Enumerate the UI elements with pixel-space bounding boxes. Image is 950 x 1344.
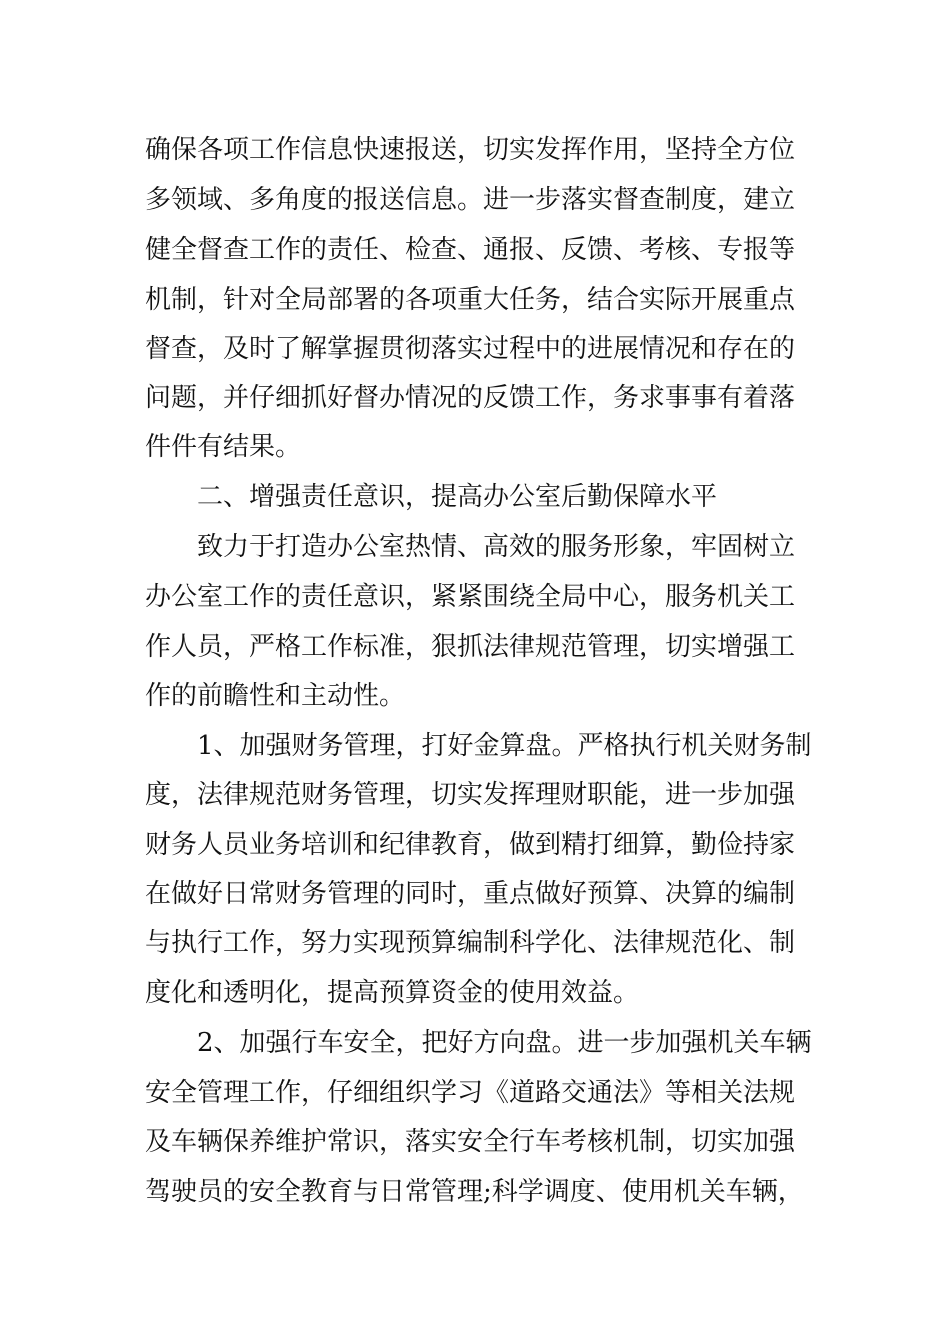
text-line: 安全管理工作，仔细组织学习《道路交通法》等相关法规 (145, 1078, 796, 1108)
text-line: 件件有结果。 (145, 432, 302, 462)
text-line: 驾驶员的安全教育与日常管理;科学调度、使用机关车辆， (145, 1177, 804, 1207)
text-line: 财务人员业务培训和纪律教育，做到精打细算，勤俭持家 (145, 830, 796, 860)
text-line: 确保各项工作信息快速报送，切实发挥作用，坚持全方位 (145, 135, 796, 165)
text-line: 及车辆保养维护常识，落实安全行车考核机制，切实加强 (145, 1127, 796, 1157)
text-line: 多领域、多角度的报送信息。进一步落实督查制度，建立 (145, 185, 796, 215)
text-line: 作的前瞻性和主动性。 (145, 681, 406, 711)
paragraph-start: 致力于打造办公室热情、高效的服务形象，牢固树立 (197, 532, 796, 562)
text-line: 度化和透明化，提高预算资金的使用效益。 (145, 978, 640, 1008)
text-line: 机制，针对全局部署的各项重大任务，结合实际开展重点 (145, 285, 796, 315)
text-line: 与执行工作，努力实现预算编制科学化、法律规范化、制 (145, 928, 796, 958)
text-line: 度，法律规范财务管理，切实发挥理财职能，进一步加强 (145, 780, 796, 810)
section-heading: 二、增强责任意识，提高办公室后勤保障水平 (197, 482, 718, 512)
paragraph-start: 2、加强行车安全，把好方向盘。进一步加强机关车辆 (197, 1028, 812, 1058)
text-line: 问题，并仔细抓好督办情况的反馈工作，务求事事有着落 (145, 383, 796, 413)
paragraph-start: 1、加强财务管理，打好金算盘。严格执行机关财务制 (197, 731, 812, 761)
text-line: 在做好日常财务管理的同时，重点做好预算、决算的编制 (145, 879, 796, 909)
text-line: 办公室工作的责任意识，紧紧围绕全局中心，服务机关工 (145, 582, 796, 612)
text-line: 作人员，严格工作标准，狠抓法律规范管理，切实增强工 (145, 632, 796, 662)
text-line: 健全督查工作的责任、检查、通报、反馈、考核、专报等 (145, 235, 796, 265)
text-line: 督查，及时了解掌握贯彻落实过程中的进展情况和存在的 (145, 334, 796, 364)
